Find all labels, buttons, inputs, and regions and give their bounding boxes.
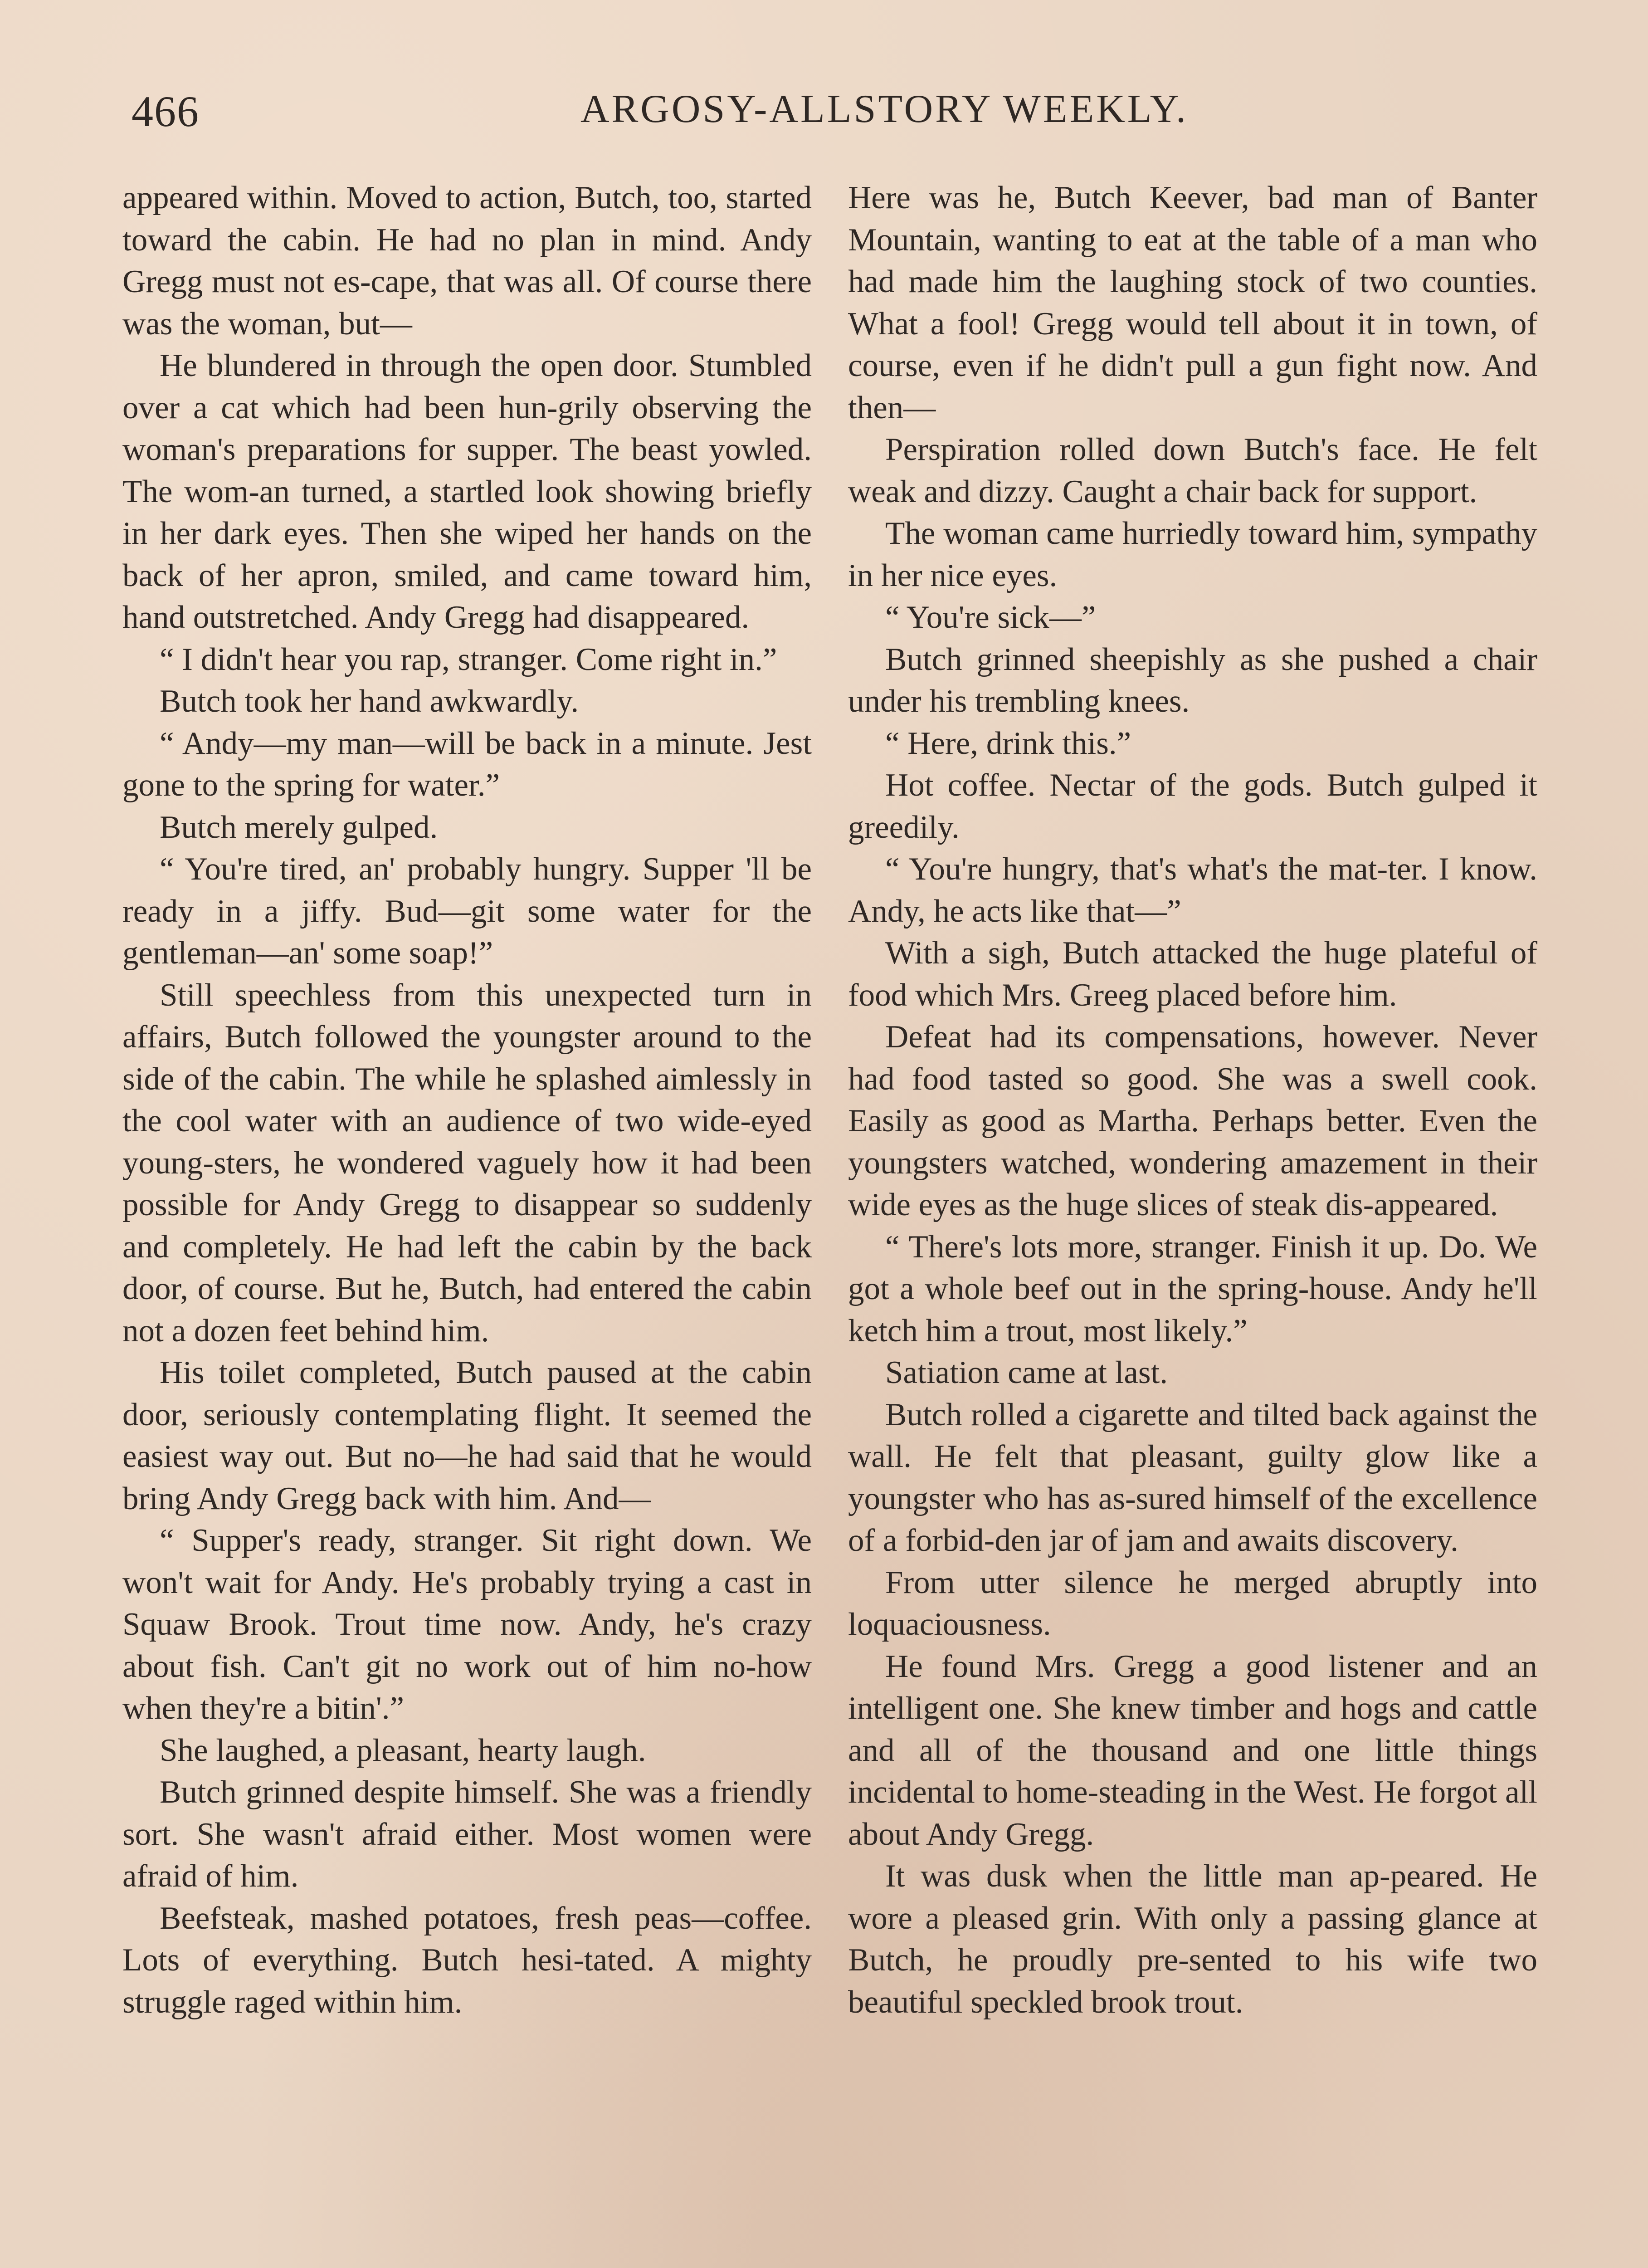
- paragraph: “ I didn't hear you rap, stranger. Come right in.”: [160, 641, 777, 677]
- magazine-title: ARGOSY-ALLSTORY WEEKLY.: [580, 87, 1188, 131]
- paragraph: Butch took her hand awkwardly.: [160, 684, 579, 719]
- right-column: [848, 177, 1537, 2268]
- paragraph: Butch grinned despite himself. She was a friendly sort. She wasn't afraid either. Most women were afraid of him.: [122, 1774, 812, 1894]
- paragraph: “ Supper's ready, stranger. Sit right down. We won't wait for Andy. He's probably trying a cast in Squaw Brook. Trout time now. Andy, he's crazy about fish. Can't git no work out of him no-how when they're a bitin'.”: [122, 1523, 812, 1726]
- paragraph: She laughed, a pleasant, hearty laugh.: [160, 1732, 646, 1768]
- left-column: [122, 177, 812, 2268]
- paragraph: appeared within. Moved to action, Butch, too, started toward the cabin. He had no plan in mind. Andy Gregg must not es-cape, that was all. Of course there was the woman, but—: [122, 180, 812, 342]
- paragraph: Beefsteak, mashed potatoes, fresh peas—coffee. Lots of everything. Butch hesi-tated. A mighty struggle raged within him.: [122, 1900, 812, 2020]
- paragraph: It was dusk when the little man ap-peared. He wore a pleased grin. With only a passing glance at Butch, he proudly pre-sented to his wife two beautiful speckled brook trout.: [848, 1858, 1537, 2020]
- paragraph: He found Mrs. Gregg a good listener and an intelligent one. She knew timber and hogs and cattle and all of the thousand and one little things incidental to home-steading in the West. He forgot all about Andy Gregg.: [848, 1648, 1537, 1852]
- text-columns: [122, 177, 1537, 2268]
- paragraph: “ There's lots more, stranger. Finish it up. Do. We got a whole beef out in the spring-house. Andy he'll ketch him a trout, most likely.”: [848, 1229, 1537, 1349]
- paragraph: “ You're sick—”: [885, 600, 1096, 635]
- paragraph: Satiation came at last.: [885, 1355, 1168, 1390]
- paragraph: He blundered in through the open door. Stumbled over a cat which had been hun-grily observing the woman's preparations for supper. The beast yowled. The wom-an turned, a startled look showing briefly in her dark eyes. Then she wiped her hands on the back of her apron, smiled, and came toward him, hand outstretched. Andy Gregg had disappeared.: [122, 348, 812, 635]
- paragraph: Perspiration rolled down Butch's face. He felt weak and dizzy. Caught a chair back for support.: [848, 432, 1537, 509]
- paragraph: Still speechless from this unexpected turn in affairs, Butch followed the youngster around to the side of the cabin. The while he splashed aimlessly in the cool water with an audience of two wide-eyed young-sters, he wondered vaguely how it had been possible for Andy Gregg to disappear so suddenly and completely. He had left the cabin by the back door, of course. But he, Butch, had entered the cabin not a dozen feet behind him.: [122, 977, 812, 1349]
- paragraph: “ You're hungry, that's what's the mat-ter. I know. Andy, he acts like that—”: [848, 851, 1537, 929]
- paragraph: Defeat had its compensations, however. Never had food tasted so good. She was a swell cook. Easily as good as Martha. Perhaps better. Even the youngsters watched, wondering amazement in their wide eyes as the huge slices of steak dis-appeared.: [848, 1019, 1537, 1222]
- page-header: [132, 86, 1533, 150]
- paragraph: Hot coffee. Nectar of the gods. Butch gulped it greedily.: [848, 767, 1537, 845]
- paragraph: Butch grinned sheepishly as she pushed a chair under his trembling knees.: [848, 641, 1537, 719]
- paragraph: The woman came hurriedly toward him, sympathy in her nice eyes.: [848, 516, 1537, 593]
- paragraph: Here was he, Butch Keever, bad man of Banter Mountain, wanting to eat at the table of a man who had made him the laughing stock of two counties. What a fool! Gregg would tell about it in town, of course, even if he didn't pull a gun fight now. And then—: [848, 180, 1537, 425]
- paragraph: From utter silence he merged abruptly into loquaciousness.: [848, 1564, 1537, 1642]
- paragraph: His toilet completed, Butch paused at the cabin door, seriously contemplating flight. It seemed the easiest way out. But no—he had said that he would bring Andy Gregg back with him. And—: [122, 1355, 812, 1516]
- paragraph: With a sigh, Butch attacked the huge plateful of food which Mrs. Greeg placed before him.: [848, 935, 1537, 1013]
- paragraph: “ Here, drink this.”: [885, 725, 1131, 761]
- paragraph: “ Andy—my man—will be back in a minute. Jest gone to the spring for water.”: [122, 725, 812, 803]
- paragraph: Butch merely gulped.: [160, 809, 438, 845]
- page-number: 466: [132, 87, 200, 136]
- paragraph: “ You're tired, an' probably hungry. Supper 'll be ready in a jiffy. Bud—git some water for the gentleman—an' some soap!”: [122, 851, 812, 971]
- paragraph: Butch rolled a cigarette and tilted back against the wall. He felt that pleasant, guilty glow like a youngster who has as-sured himself of the excellence of a forbid-den jar of jam and awaits discovery.: [848, 1397, 1537, 1558]
